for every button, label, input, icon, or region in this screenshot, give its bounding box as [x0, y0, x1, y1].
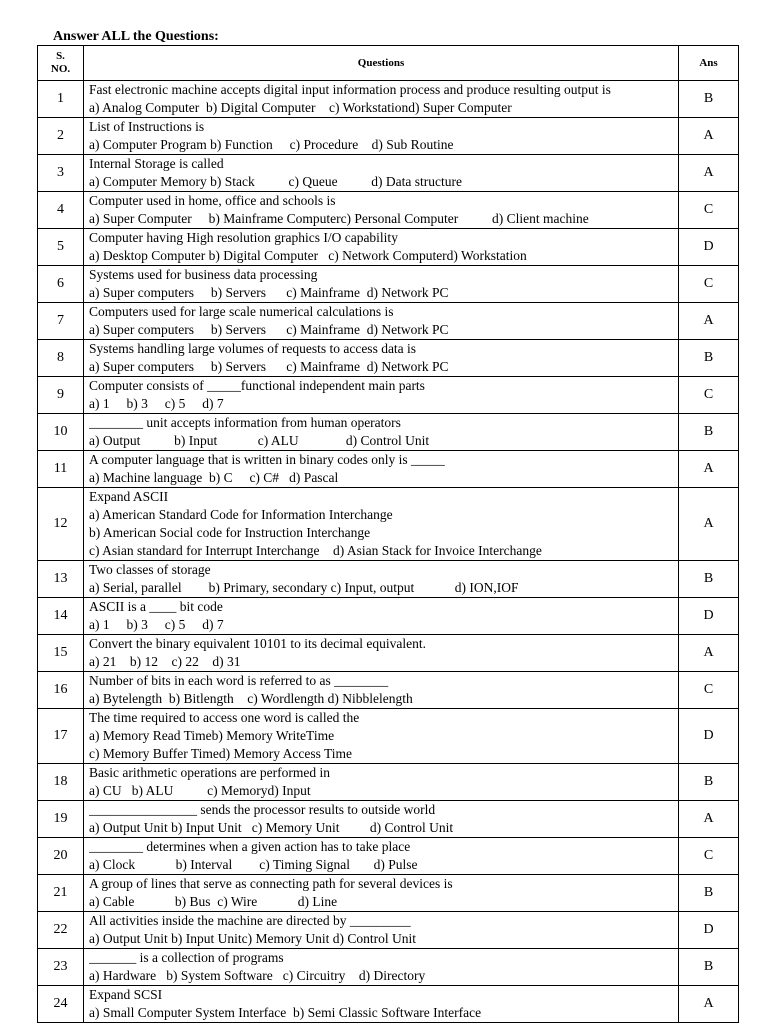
- sno-column-header: [38, 46, 84, 81]
- question-number: 13: [38, 561, 84, 598]
- answer-options: a) Output Unit b) Input Unitc) Memory Unit d) Control Unit: [89, 931, 416, 946]
- question-number: 4: [38, 192, 84, 229]
- table-row: [38, 912, 739, 949]
- answer-key: D: [679, 229, 739, 266]
- answer-key: C: [679, 672, 739, 709]
- questions-column-header: Questions: [84, 46, 679, 81]
- question-text: [84, 192, 679, 229]
- question-text: [84, 451, 679, 488]
- question-text: [84, 672, 679, 709]
- question-text: [84, 838, 679, 875]
- table-row: [38, 488, 739, 561]
- answer-key: A: [679, 155, 739, 192]
- question-text: [84, 81, 679, 118]
- question-number: 23: [38, 949, 84, 986]
- question-number: 22: [38, 912, 84, 949]
- question-number: 21: [38, 875, 84, 912]
- answer-options: a) CU b) ALU c) Memoryd) Input: [89, 783, 311, 798]
- answer-key: B: [679, 764, 739, 801]
- question-text: [84, 155, 679, 192]
- answer-options: a) Analog Computer b) Digital Computer c) Workstationd) Super Computer: [89, 100, 512, 115]
- answer-key: A: [679, 303, 739, 340]
- answer-key: B: [679, 81, 739, 118]
- question-stem: Systems handling large volumes of requests to access data is: [89, 341, 417, 356]
- answer-options: a) 21 b) 12 c) 22 d) 31: [89, 654, 241, 669]
- table-row: [38, 709, 739, 764]
- answer-key: A: [679, 451, 739, 488]
- answer-key: C: [679, 838, 739, 875]
- answer-key: D: [679, 598, 739, 635]
- table-row: [38, 451, 739, 488]
- question-number: 24: [38, 986, 84, 1023]
- answer-options: b) American Social code for Instruction Interchange: [89, 525, 371, 540]
- table-row: [38, 672, 739, 709]
- question-number: 12: [38, 488, 84, 561]
- answer-key: A: [679, 635, 739, 672]
- answer-options: a) Serial, parallel b) Primary, secondary c) Input, output d) ION,IOF: [89, 580, 519, 595]
- questions-table: [37, 45, 739, 1023]
- answer-options: c) Memory Buffer Timed) Memory Access Time: [89, 746, 352, 761]
- question-text: [84, 986, 679, 1023]
- table-row: [38, 229, 739, 266]
- question-number: 15: [38, 635, 84, 672]
- table-row: [38, 875, 739, 912]
- question-number: 17: [38, 709, 84, 764]
- answer-options: a) Output Unit b) Input Unit c) Memory Unit d) Control Unit: [89, 820, 454, 835]
- question-stem: Two classes of storage: [89, 562, 211, 577]
- question-stem: A computer language that is written in binary codes only is _____: [89, 452, 445, 467]
- page-heading: Answer ALL the Questions:: [53, 29, 219, 44]
- answer-options: c) Asian standard for Interrupt Interchange d) Asian Stack for Invoice Interchange: [89, 543, 542, 558]
- answer-key: B: [679, 949, 739, 986]
- answer-options: a) Computer Program b) Function c) Procedure d) Sub Routine: [89, 137, 454, 152]
- question-number: 18: [38, 764, 84, 801]
- answer-key: D: [679, 709, 739, 764]
- question-number: 16: [38, 672, 84, 709]
- table-row: [38, 81, 739, 118]
- answer-options: a) Computer Memory b) Stack c) Queue d) Data structure: [89, 174, 463, 189]
- question-text: [84, 598, 679, 635]
- table-row: [38, 838, 739, 875]
- answer-options: a) American Standard Code for Information Interchange: [89, 507, 393, 522]
- answer-key: A: [679, 488, 739, 561]
- table-row: [38, 377, 739, 414]
- answer-key: D: [679, 912, 739, 949]
- answer-options: a) 1 b) 3 c) 5 d) 7: [89, 617, 224, 632]
- answer-options: a) Bytelength b) Bitlength c) Wordlength d) Nibblelength: [89, 691, 413, 706]
- question-stem: The time required to access one word is called the: [89, 710, 360, 725]
- answer-key: B: [679, 414, 739, 451]
- question-stem: Fast electronic machine accepts digital input information process and produce resulting output is: [89, 82, 611, 97]
- question-number: 10: [38, 414, 84, 451]
- table-row: [38, 192, 739, 229]
- table-row: [38, 986, 739, 1023]
- answer-options: a) Small Computer System Interface b) Semi Classic Software Interface: [89, 1005, 482, 1020]
- answer-key: B: [679, 340, 739, 377]
- question-stem: Computer having High resolution graphics I/O capability: [89, 230, 398, 245]
- answer-options: a) Output b) Input c) ALU d) Control Unit: [89, 433, 430, 448]
- question-number: 2: [38, 118, 84, 155]
- question-stem: Internal Storage is called: [89, 156, 224, 171]
- question-number: 9: [38, 377, 84, 414]
- answer-key: C: [679, 266, 739, 303]
- question-text: [84, 912, 679, 949]
- answer-key: A: [679, 118, 739, 155]
- question-number: 11: [38, 451, 84, 488]
- answer-options: a) Desktop Computer b) Digital Computer c) Network Computerd) Workstation: [89, 248, 527, 263]
- question-text: [84, 561, 679, 598]
- question-stem: Computers used for large scale numerical calculations is: [89, 304, 394, 319]
- ans-column-header: Ans: [679, 46, 739, 81]
- question-text: [84, 118, 679, 155]
- table-row: [38, 303, 739, 340]
- table-row: [38, 949, 739, 986]
- table-row: [38, 561, 739, 598]
- question-number: 20: [38, 838, 84, 875]
- answer-key: A: [679, 986, 739, 1023]
- question-stem: Expand SCSI: [89, 987, 163, 1002]
- question-stem: All activities inside the machine are directed by _________: [89, 913, 411, 928]
- answer-key: C: [679, 192, 739, 229]
- question-stem: A group of lines that serve as connecting path for several devices is: [89, 876, 453, 891]
- table-row: [38, 801, 739, 838]
- sno-header-label: S. NO.: [50, 50, 71, 75]
- question-stem: Systems used for business data processing: [89, 267, 318, 282]
- answer-options: a) Super Computer b) Mainframe Computerc) Personal Computer d) Client machine: [89, 211, 589, 226]
- question-number: 6: [38, 266, 84, 303]
- table-row: [38, 598, 739, 635]
- question-text: [84, 949, 679, 986]
- question-stem: Computer used in home, office and schools is: [89, 193, 336, 208]
- question-stem: ________ unit accepts information from human operators: [89, 415, 401, 430]
- question-number: 5: [38, 229, 84, 266]
- answer-options: a) Super computers b) Servers c) Mainframe d) Network PC: [89, 322, 449, 337]
- table-row: [38, 118, 739, 155]
- answer-options: a) Cable b) Bus c) Wire d) Line: [89, 894, 338, 909]
- question-text: [84, 414, 679, 451]
- question-text: [84, 875, 679, 912]
- question-text: [84, 377, 679, 414]
- question-stem: _______ is a collection of programs: [89, 950, 284, 965]
- question-stem: Basic arithmetic operations are performed in: [89, 765, 331, 780]
- question-text: [84, 229, 679, 266]
- question-number: 14: [38, 598, 84, 635]
- question-stem: List of Instructions is: [89, 119, 205, 134]
- answer-options: a) Machine language b) C c) C# d) Pascal: [89, 470, 339, 485]
- question-text: [84, 764, 679, 801]
- answer-options: a) 1 b) 3 c) 5 d) 7: [89, 396, 224, 411]
- question-number: 7: [38, 303, 84, 340]
- question-stem: Expand ASCII: [89, 489, 169, 504]
- answer-options: a) Memory Read Timeb) Memory WriteTime: [89, 728, 335, 743]
- question-stem: ________________ sends the processor results to outside world: [89, 802, 436, 817]
- questions-body: [38, 81, 739, 1023]
- question-stem: Number of bits in each word is referred to as ________: [89, 673, 389, 688]
- answer-key: C: [679, 377, 739, 414]
- answer-options: a) Hardware b) System Software c) Circuitry d) Directory: [89, 968, 426, 983]
- question-stem: ASCII is a ____ bit code: [89, 599, 223, 614]
- table-row: [38, 266, 739, 303]
- table-row: [38, 414, 739, 451]
- table-header-row: [38, 46, 739, 81]
- answer-key: A: [679, 801, 739, 838]
- question-text: [84, 266, 679, 303]
- question-number: 3: [38, 155, 84, 192]
- table-row: [38, 155, 739, 192]
- question-text: [84, 488, 679, 561]
- question-stem: ________ determines when a given action has to take place: [89, 839, 411, 854]
- answer-options: a) Super computers b) Servers c) Mainframe d) Network PC: [89, 359, 449, 374]
- answer-options: a) Super computers b) Servers c) Mainframe d) Network PC: [89, 285, 449, 300]
- table-row: [38, 635, 739, 672]
- question-text: [84, 303, 679, 340]
- answer-key: B: [679, 561, 739, 598]
- table-row: [38, 764, 739, 801]
- question-text: [84, 340, 679, 377]
- question-stem: Convert the binary equivalent 10101 to its decimal equivalent.: [89, 636, 427, 651]
- question-number: 19: [38, 801, 84, 838]
- table-row: [38, 340, 739, 377]
- answer-key: B: [679, 875, 739, 912]
- question-number: 8: [38, 340, 84, 377]
- question-number: 1: [38, 81, 84, 118]
- question-stem: Computer consists of _____functional independent main parts: [89, 378, 425, 393]
- answer-options: a) Clock b) Interval c) Timing Signal d) Pulse: [89, 857, 418, 872]
- question-text: [84, 801, 679, 838]
- question-text: [84, 635, 679, 672]
- question-text: [84, 709, 679, 764]
